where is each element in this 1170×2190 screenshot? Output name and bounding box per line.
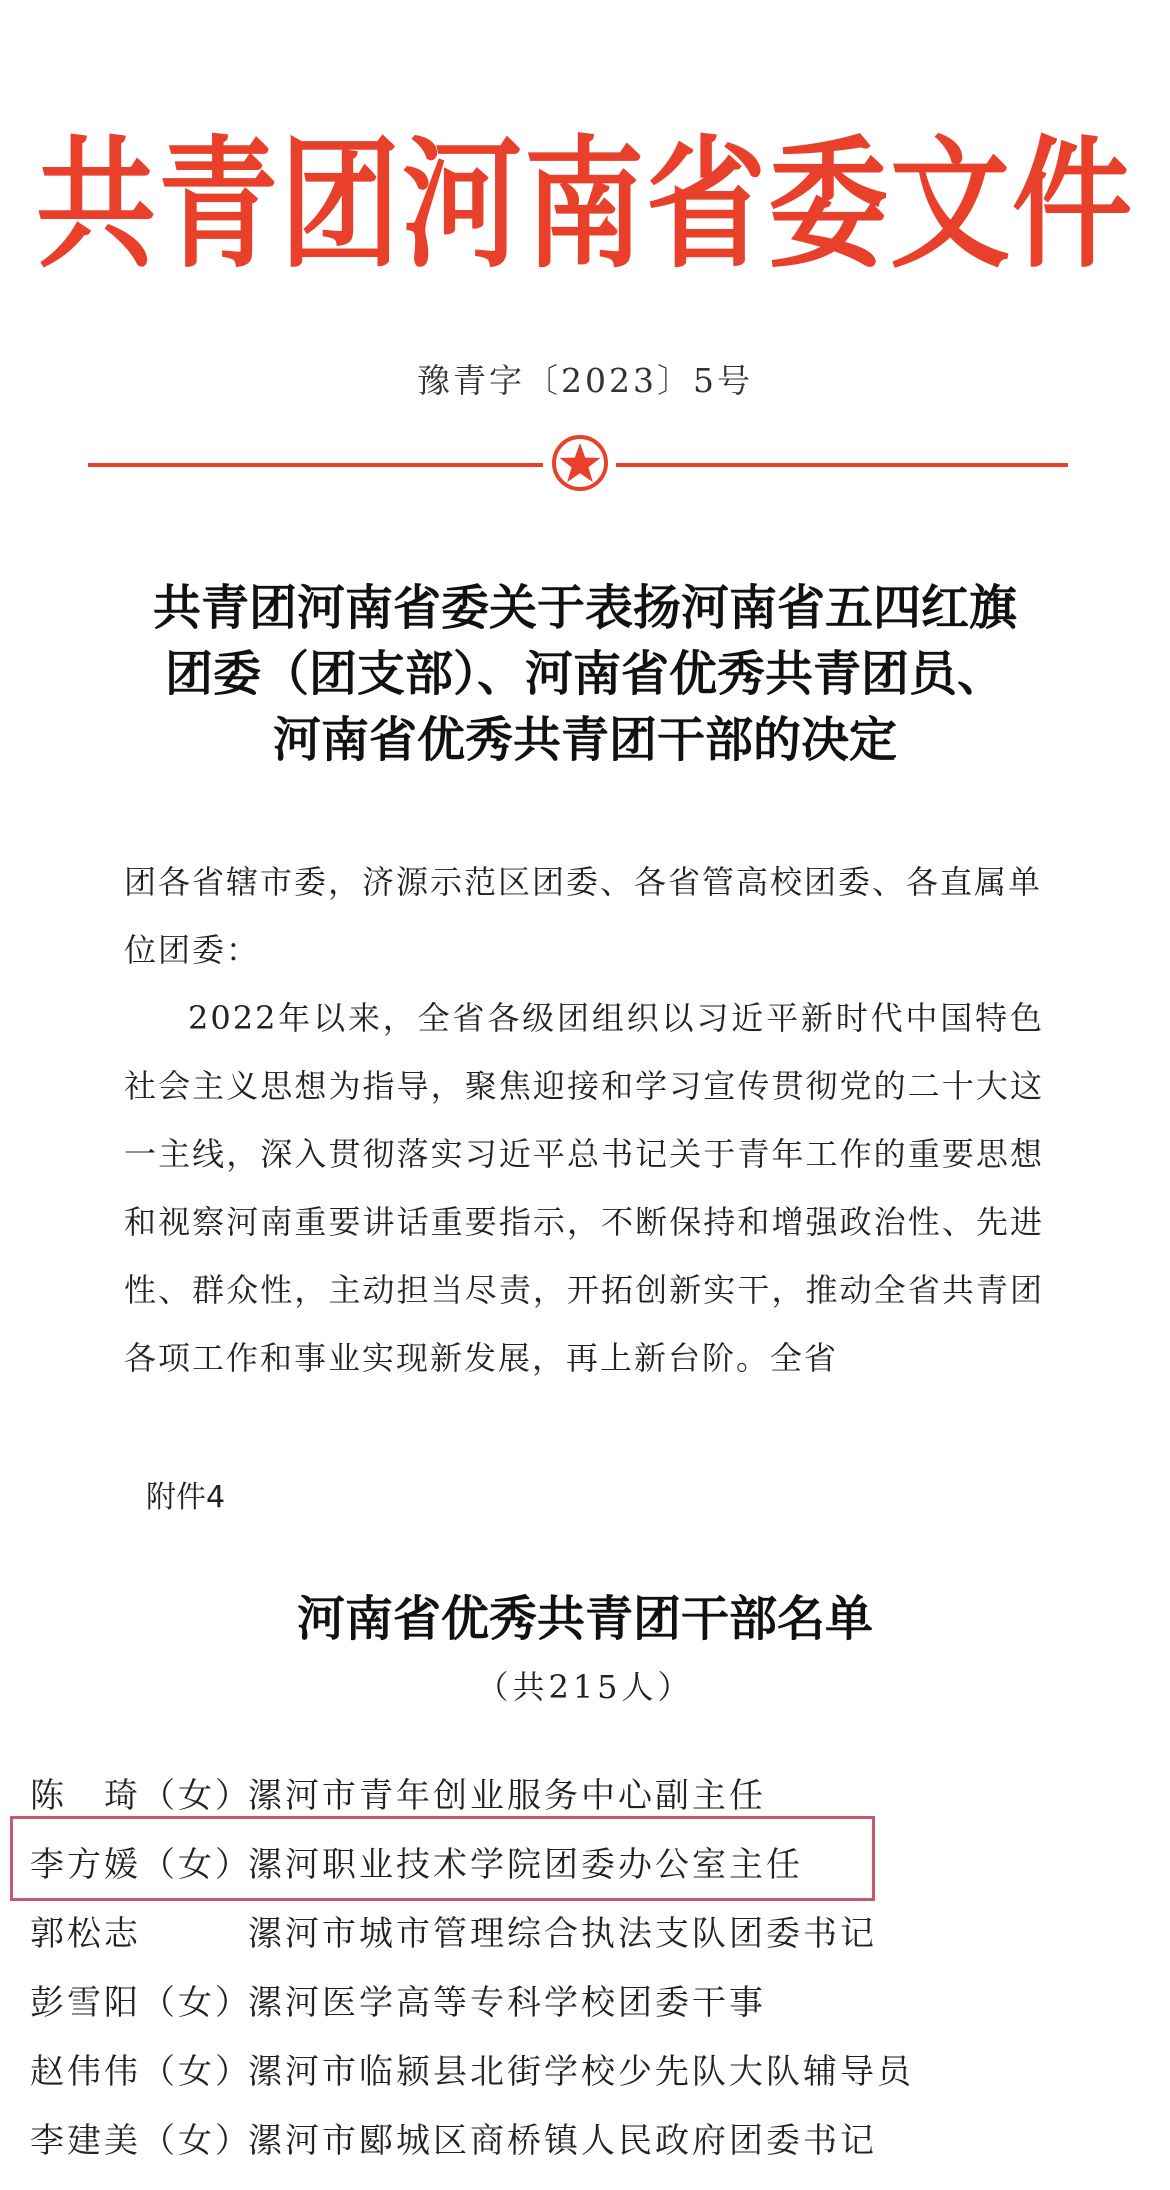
red-rule-left — [88, 463, 543, 467]
red-rule-right — [616, 463, 1068, 467]
list-item — [30, 1969, 1150, 2038]
person-name: 李方媛（女） — [30, 1845, 252, 1885]
star-emblem-icon — [550, 433, 610, 493]
list-count: （共215人） — [476, 1668, 694, 1706]
person-role: 漯河医学高等专科学校团委干事 — [248, 1983, 766, 2023]
title-line-1: 共青团河南省委关于表扬河南省五四红旗 — [152, 580, 1017, 636]
person-name: 陈 琦（女） — [30, 1776, 252, 1816]
person-role: 漯河市青年创业服务中心副主任 — [248, 1776, 766, 1816]
person-role: 漯河市城市管理综合执法支队团委书记 — [248, 1914, 877, 1954]
document-body — [124, 848, 1044, 1392]
body-paragraph: 2022年以来，全省各级团组织以习近平新时代中国特色社会主义思想为指导，聚焦迎接和学习宣传贯彻党的二十大这一主线，深入贯彻落实习近平总书记关于青年工作的重要思想和视察河南重要讲话重要指示，不断保持和增强政治性、先进性、群众性，主动担当尽责，开拓创新实干，推动全省共青团各项工作和事业实现新发展，再上新台阶。全省 — [124, 999, 1044, 1377]
addressee-text: 团各省辖市委，济源示范区团委、各省管高校团委、各直属单位团委： — [124, 863, 1043, 969]
person-role: 漯河市郾城区商桥镇人民政府团委书记 — [248, 2121, 877, 2161]
person-name: 赵伟伟（女） — [30, 2052, 252, 2092]
document-number: 豫青字〔2023〕5号 — [417, 361, 753, 400]
list-item — [30, 2038, 1150, 2107]
list-item — [30, 1831, 1150, 1900]
list-title: 河南省优秀共青团干部名单 — [296, 1591, 873, 1647]
title-line-3: 河南省优秀共青团干部的决定 — [272, 712, 897, 768]
person-role: 漯河职业技术学院团委办公室主任 — [248, 1845, 803, 1885]
person-name: 郭松志 — [30, 1914, 141, 1954]
person-role: 漯河市临颍县北街学校少先队大队辅导员 — [248, 2052, 914, 2092]
list-item — [30, 2107, 1150, 2176]
title-line-2: 团委（团支部）、河南省优秀共青团员、 — [164, 646, 1005, 702]
person-name: 彭雪阳（女） — [30, 1983, 252, 2023]
document-title — [70, 575, 1100, 773]
list-item — [30, 1762, 1150, 1831]
attachment-label: 附件4 — [146, 1480, 226, 1515]
people-list — [30, 1762, 1150, 2176]
person-name: 李建美（女） — [30, 2121, 252, 2161]
list-item — [30, 1900, 1150, 1969]
org-masthead-title: 共青团河南省委文件 — [36, 123, 1134, 288]
